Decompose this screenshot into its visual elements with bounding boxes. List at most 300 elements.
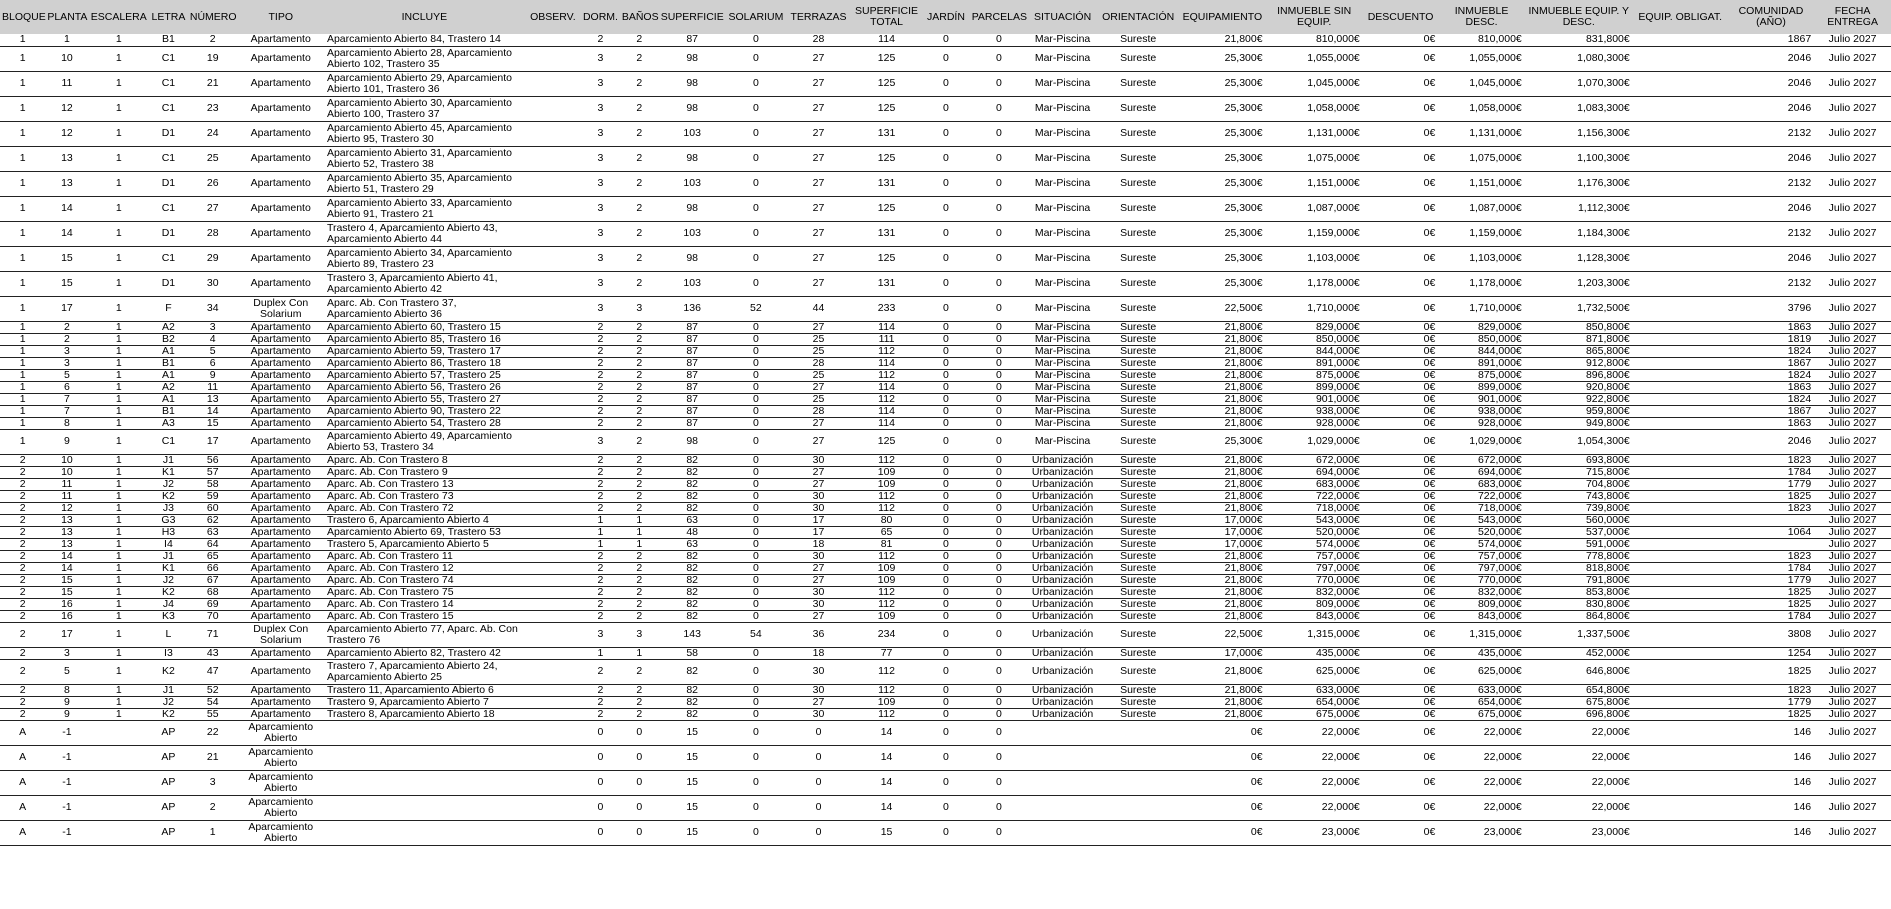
table-cell: 1 — [0, 429, 45, 454]
table-cell: 125 — [851, 196, 922, 221]
table-cell: 13 — [45, 171, 88, 196]
table-cell: 2 — [188, 34, 238, 46]
table-cell: Sureste — [1097, 574, 1179, 586]
table-cell: 1,203,300€ — [1525, 271, 1633, 296]
table-cell: 233 — [851, 296, 922, 321]
table-cell: 704,800€ — [1525, 478, 1633, 490]
table-cell: 69 — [188, 598, 238, 610]
table-cell: Julio 2027 — [1814, 34, 1891, 46]
table-cell: 2046 — [1728, 46, 1814, 71]
table-cell: 15 — [45, 586, 88, 598]
table-cell: 1 — [581, 538, 620, 550]
table-cell: J2 — [149, 478, 188, 490]
table-cell — [1633, 429, 1728, 454]
table-cell: Julio 2027 — [1814, 720, 1891, 745]
table-cell: Aparcamiento Abierto 57, Trastero 25 — [324, 369, 525, 381]
table-cell: 0 — [970, 46, 1028, 71]
table-cell: 82 — [659, 684, 726, 696]
table-cell: Urbanización — [1028, 466, 1097, 478]
table-cell: 875,000€ — [1266, 369, 1363, 381]
table-cell: 103 — [659, 271, 726, 296]
table-cell: 0 — [581, 795, 620, 820]
table-row — [0, 622, 1891, 647]
table-cell: 87 — [659, 321, 726, 333]
table-cell: 65 — [188, 550, 238, 562]
table-cell: C1 — [149, 246, 188, 271]
table-cell: 87 — [659, 34, 726, 46]
table-cell: 9 — [45, 708, 88, 720]
table-cell — [525, 574, 581, 586]
table-cell — [1633, 146, 1728, 171]
table-cell: 146 — [1728, 745, 1814, 770]
table-cell: 87 — [659, 357, 726, 369]
table-cell — [525, 720, 581, 745]
table-cell: 21,800€ — [1179, 34, 1265, 46]
table-cell — [1633, 96, 1728, 121]
table-cell: Julio 2027 — [1814, 381, 1891, 393]
table-cell: 843,000€ — [1266, 610, 1363, 622]
table-cell: 2 — [620, 429, 659, 454]
table-cell: J3 — [149, 502, 188, 514]
table-cell: 0€ — [1363, 696, 1439, 708]
column-header: EQUIP. OBLIGAT. — [1633, 0, 1728, 34]
table-cell: K1 — [149, 562, 188, 574]
table-cell — [525, 538, 581, 550]
table-cell: J2 — [149, 574, 188, 586]
table-cell: Apartamento — [238, 345, 324, 357]
table-cell: 0€ — [1363, 271, 1439, 296]
table-cell: Sureste — [1097, 514, 1179, 526]
table-cell: C1 — [149, 429, 188, 454]
table-cell: Urbanización — [1028, 696, 1097, 708]
table-cell: 112 — [851, 454, 922, 466]
table-cell: 543,000€ — [1266, 514, 1363, 526]
table-cell: 7 — [45, 393, 88, 405]
table-cell: 1,178,000€ — [1438, 271, 1524, 296]
table-cell: Sureste — [1097, 659, 1179, 684]
table-cell: 2 — [620, 345, 659, 357]
table-cell: 722,000€ — [1438, 490, 1524, 502]
table-cell: Trastero 9, Aparcamiento Abierto 7 — [324, 696, 525, 708]
table-cell — [525, 221, 581, 246]
table-cell: 0 — [786, 770, 851, 795]
table-cell: 2 — [0, 490, 45, 502]
table-cell: Julio 2027 — [1814, 574, 1891, 586]
table-cell: 2 — [581, 659, 620, 684]
table-cell: Mar-Piscina — [1028, 296, 1097, 321]
table-cell: Mar-Piscina — [1028, 221, 1097, 246]
table-cell: Apartamento — [238, 586, 324, 598]
table-cell: Sureste — [1097, 586, 1179, 598]
table-cell: 17,000€ — [1179, 538, 1265, 550]
table-cell: 82 — [659, 550, 726, 562]
table-cell: 1 — [89, 550, 149, 562]
table-cell: 0 — [922, 429, 970, 454]
table-cell: 2 — [620, 246, 659, 271]
table-row — [0, 271, 1891, 296]
table-cell: 0€ — [1363, 598, 1439, 610]
table-cell: 0 — [970, 720, 1028, 745]
table-cell: 44 — [786, 296, 851, 321]
table-cell: 0€ — [1363, 720, 1439, 745]
table-cell: Sureste — [1097, 393, 1179, 405]
table-cell: 30 — [786, 502, 851, 514]
table-cell: 871,800€ — [1525, 333, 1633, 345]
table-cell: 1 — [0, 296, 45, 321]
table-cell: 2 — [0, 659, 45, 684]
table-cell: 2 — [620, 357, 659, 369]
table-cell: 0 — [922, 586, 970, 598]
table-cell — [525, 405, 581, 417]
table-cell: 2 — [620, 562, 659, 574]
table-cell: 17 — [786, 526, 851, 538]
table-cell: 625,000€ — [1438, 659, 1524, 684]
table-cell: 2 — [620, 369, 659, 381]
table-cell: 13 — [45, 146, 88, 171]
table-cell: Duplex Con Solarium — [238, 296, 324, 321]
table-cell — [1633, 574, 1728, 586]
table-cell: 12 — [45, 96, 88, 121]
table-cell: 25,300€ — [1179, 429, 1265, 454]
table-cell: 891,000€ — [1266, 357, 1363, 369]
column-header: JARDÍN — [922, 0, 970, 34]
table-cell: I3 — [149, 647, 188, 659]
table-cell: Urbanización — [1028, 684, 1097, 696]
table-cell: 27 — [786, 381, 851, 393]
table-cell: 3 — [581, 221, 620, 246]
table-cell: 82 — [659, 586, 726, 598]
table-row — [0, 429, 1891, 454]
table-cell: 0 — [922, 345, 970, 357]
table-cell: 757,000€ — [1266, 550, 1363, 562]
table-cell — [1633, 393, 1728, 405]
table-cell: 0 — [970, 429, 1028, 454]
column-header: PARCELAS — [970, 0, 1028, 34]
table-cell: 27 — [786, 196, 851, 221]
table-cell: 21,800€ — [1179, 659, 1265, 684]
table-cell: 15 — [851, 820, 922, 845]
table-cell — [525, 393, 581, 405]
table-cell: Urbanización — [1028, 550, 1097, 562]
table-cell: 25,300€ — [1179, 46, 1265, 71]
table-cell — [525, 770, 581, 795]
table-cell: 0 — [726, 478, 786, 490]
table-cell: 21,800€ — [1179, 393, 1265, 405]
table-cell: Sureste — [1097, 345, 1179, 357]
table-cell: 125 — [851, 429, 922, 454]
table-cell: Trastero 11, Aparcamiento Abierto 6 — [324, 684, 525, 696]
table-cell: 0 — [970, 598, 1028, 610]
table-cell: 1 — [89, 502, 149, 514]
table-cell: A — [0, 820, 45, 845]
table-cell: 757,000€ — [1438, 550, 1524, 562]
table-cell — [1633, 795, 1728, 820]
table-cell: 21,800€ — [1179, 405, 1265, 417]
table-cell: Julio 2027 — [1814, 369, 1891, 381]
table-row — [0, 820, 1891, 845]
table-cell — [1028, 745, 1097, 770]
table-cell: 0€ — [1363, 417, 1439, 429]
table-cell: Sureste — [1097, 96, 1179, 121]
table-cell: 1254 — [1728, 647, 1814, 659]
table-cell: Apartamento — [238, 696, 324, 708]
table-cell: 0 — [970, 34, 1028, 46]
table-row — [0, 46, 1891, 71]
table-cell: Julio 2027 — [1814, 696, 1891, 708]
table-cell: 22 — [188, 720, 238, 745]
table-cell: Aparcamiento Abierto 29, Aparcamiento Abierto 101, Trastero 36 — [324, 71, 525, 96]
table-cell: Mar-Piscina — [1028, 393, 1097, 405]
table-cell: 1 — [89, 586, 149, 598]
table-cell: 2 — [620, 146, 659, 171]
table-cell: 17,000€ — [1179, 647, 1265, 659]
table-cell: 1,029,000€ — [1438, 429, 1524, 454]
table-cell: 0 — [581, 745, 620, 770]
table-cell: 2 — [581, 478, 620, 490]
table-cell: 1,070,300€ — [1525, 71, 1633, 96]
table-cell: 520,000€ — [1438, 526, 1524, 538]
table-cell: 2 — [620, 610, 659, 622]
table-cell: 0 — [970, 196, 1028, 221]
table-cell: Sureste — [1097, 538, 1179, 550]
table-cell: Urbanización — [1028, 598, 1097, 610]
table-cell: Sureste — [1097, 429, 1179, 454]
table-cell: Apartamento — [238, 708, 324, 720]
table-cell: 68 — [188, 586, 238, 598]
table-cell: Sureste — [1097, 490, 1179, 502]
table-cell: 0 — [620, 745, 659, 770]
table-cell: 675,000€ — [1266, 708, 1363, 720]
table-cell: 3 — [620, 296, 659, 321]
table-cell — [1728, 514, 1814, 526]
table-cell: 87 — [659, 345, 726, 357]
table-cell: 537,000€ — [1525, 526, 1633, 538]
table-cell: 1 — [89, 417, 149, 429]
table-cell: AP — [149, 745, 188, 770]
table-cell: Apartamento — [238, 121, 324, 146]
table-cell: 654,000€ — [1266, 696, 1363, 708]
table-cell: 0 — [726, 574, 786, 586]
table-cell: 1863 — [1728, 321, 1814, 333]
table-cell: 1,159,000€ — [1266, 221, 1363, 246]
table-cell: 1823 — [1728, 502, 1814, 514]
table-cell: 1 — [89, 574, 149, 586]
table-cell: 672,000€ — [1266, 454, 1363, 466]
table-cell: 21,800€ — [1179, 574, 1265, 586]
table-cell: 1,156,300€ — [1525, 121, 1633, 146]
table-cell: 1825 — [1728, 659, 1814, 684]
table-cell: 0 — [581, 770, 620, 795]
table-cell — [1633, 514, 1728, 526]
table-cell: Sureste — [1097, 478, 1179, 490]
table-cell: 853,800€ — [1525, 586, 1633, 598]
table-cell: Sureste — [1097, 502, 1179, 514]
table-row — [0, 34, 1891, 46]
table-cell: Julio 2027 — [1814, 708, 1891, 720]
table-cell: 2 — [620, 478, 659, 490]
table-cell: 922,800€ — [1525, 393, 1633, 405]
table-cell — [525, 478, 581, 490]
table-cell: 1 — [0, 333, 45, 345]
table-cell: 865,800€ — [1525, 345, 1633, 357]
table-cell: 17 — [45, 296, 88, 321]
table-cell: 0€ — [1363, 393, 1439, 405]
table-cell: Aparcamiento Abierto 59, Trastero 17 — [324, 345, 525, 357]
table-cell: 11 — [45, 478, 88, 490]
table-cell: 2046 — [1728, 429, 1814, 454]
table-cell — [525, 381, 581, 393]
table-cell: 67 — [188, 574, 238, 586]
table-cell: Apartamento — [238, 321, 324, 333]
table-row — [0, 647, 1891, 659]
table-cell: 0€ — [1363, 562, 1439, 574]
table-cell: Julio 2027 — [1814, 357, 1891, 369]
table-cell: 112 — [851, 490, 922, 502]
table-cell: -1 — [45, 745, 88, 770]
table-cell: 112 — [851, 684, 922, 696]
table-cell: 2 — [581, 708, 620, 720]
table-cell: 16 — [45, 598, 88, 610]
table-cell: 14 — [188, 405, 238, 417]
column-header: DESCUENTO — [1363, 0, 1439, 34]
table-cell: Sureste — [1097, 598, 1179, 610]
table-cell: Mar-Piscina — [1028, 34, 1097, 46]
table-cell — [1633, 708, 1728, 720]
table-cell: Apartamento — [238, 429, 324, 454]
table-cell: I4 — [149, 538, 188, 550]
table-cell: Apartamento — [238, 659, 324, 684]
table-cell: 0 — [922, 610, 970, 622]
table-cell: 14 — [45, 196, 88, 221]
table-cell: 715,800€ — [1525, 466, 1633, 478]
table-cell: 875,000€ — [1438, 369, 1524, 381]
table-cell: 0€ — [1363, 745, 1439, 770]
table-cell: 87 — [659, 405, 726, 417]
table-cell: 0 — [726, 538, 786, 550]
table-cell: 82 — [659, 696, 726, 708]
table-cell: 1 — [0, 96, 45, 121]
table-cell: Julio 2027 — [1814, 795, 1891, 820]
table-cell: 27 — [786, 121, 851, 146]
table-cell: 2 — [0, 696, 45, 708]
table-cell: 125 — [851, 96, 922, 121]
table-cell: 14 — [851, 770, 922, 795]
table-cell: 0 — [786, 745, 851, 770]
table-cell: 646,800€ — [1525, 659, 1633, 684]
table-cell: 2 — [581, 381, 620, 393]
table-cell: 2 — [620, 466, 659, 478]
table-cell: Aparcamiento Abierto 35, Aparcamiento Abierto 51, Trastero 29 — [324, 171, 525, 196]
table-cell: 0 — [726, 562, 786, 574]
table-cell: 98 — [659, 71, 726, 96]
table-cell: 55 — [188, 708, 238, 720]
table-cell: 0 — [726, 393, 786, 405]
table-cell: 21,800€ — [1179, 357, 1265, 369]
table-cell: 654,000€ — [1438, 696, 1524, 708]
table-cell: 1,045,000€ — [1438, 71, 1524, 96]
table-cell — [525, 795, 581, 820]
table-cell: 114 — [851, 405, 922, 417]
table-cell: 57 — [188, 466, 238, 478]
table-cell: 0 — [970, 171, 1028, 196]
table-cell: Duplex Con Solarium — [238, 622, 324, 647]
table-cell: Aparc. Ab. Con Trastero 15 — [324, 610, 525, 622]
table-cell: 27 — [786, 146, 851, 171]
table-cell: Mar-Piscina — [1028, 405, 1097, 417]
table-cell: Apartamento — [238, 574, 324, 586]
table-cell: 0€ — [1363, 296, 1439, 321]
table-cell: 82 — [659, 478, 726, 490]
table-cell: 56 — [188, 454, 238, 466]
table-cell: 1824 — [1728, 369, 1814, 381]
table-cell: 791,800€ — [1525, 574, 1633, 586]
table-cell: Julio 2027 — [1814, 46, 1891, 71]
table-cell: 30 — [188, 271, 238, 296]
table-cell: 3 — [581, 429, 620, 454]
table-cell: 0€ — [1363, 221, 1439, 246]
table-cell: 131 — [851, 121, 922, 146]
table-cell: 1 — [89, 659, 149, 684]
table-cell: 0 — [726, 221, 786, 246]
table-cell: 1,087,000€ — [1438, 196, 1524, 221]
table-cell: 82 — [659, 708, 726, 720]
table-cell: Sureste — [1097, 550, 1179, 562]
table-cell: 912,800€ — [1525, 357, 1633, 369]
table-cell: 920,800€ — [1525, 381, 1633, 393]
table-cell: A3 — [149, 417, 188, 429]
table-cell — [89, 745, 149, 770]
table-cell: 30 — [786, 659, 851, 684]
table-row — [0, 246, 1891, 271]
table-cell: 0 — [726, 708, 786, 720]
table-cell: 0 — [970, 622, 1028, 647]
table-cell — [1097, 770, 1179, 795]
table-cell: Sureste — [1097, 647, 1179, 659]
table-cell: 0€ — [1363, 454, 1439, 466]
table-cell: 0€ — [1363, 429, 1439, 454]
table-cell — [1633, 610, 1728, 622]
table-cell: 1825 — [1728, 586, 1814, 598]
table-cell: 27 — [786, 610, 851, 622]
table-cell: 0€ — [1363, 246, 1439, 271]
table-cell: 1 — [581, 526, 620, 538]
table-cell — [525, 610, 581, 622]
table-cell: Urbanización — [1028, 514, 1097, 526]
column-header: INMUEBLE EQUIP. Y DESC. — [1525, 0, 1633, 34]
table-cell: 2 — [581, 393, 620, 405]
table-cell: 0 — [970, 417, 1028, 429]
table-cell: Sureste — [1097, 622, 1179, 647]
table-cell: 25,300€ — [1179, 71, 1265, 96]
table-cell: 435,000€ — [1266, 647, 1363, 659]
table-cell: 0€ — [1363, 405, 1439, 417]
table-cell: K3 — [149, 610, 188, 622]
table-cell: 22,000€ — [1266, 770, 1363, 795]
table-row — [0, 381, 1891, 393]
table-cell: 3 — [581, 146, 620, 171]
table-cell: Julio 2027 — [1814, 538, 1891, 550]
table-cell: 27 — [188, 196, 238, 221]
table-cell: 1 — [89, 708, 149, 720]
table-cell: 0 — [922, 381, 970, 393]
table-cell: 0 — [922, 46, 970, 71]
table-cell: 14 — [45, 550, 88, 562]
table-cell: 2 — [581, 369, 620, 381]
table-cell: 0€ — [1363, 96, 1439, 121]
column-header: SUPERFICIE TOTAL — [851, 0, 922, 34]
table-cell: 0 — [726, 429, 786, 454]
table-cell: Trastero 7, Aparcamiento Abierto 24, Aparcamiento Abierto 25 — [324, 659, 525, 684]
